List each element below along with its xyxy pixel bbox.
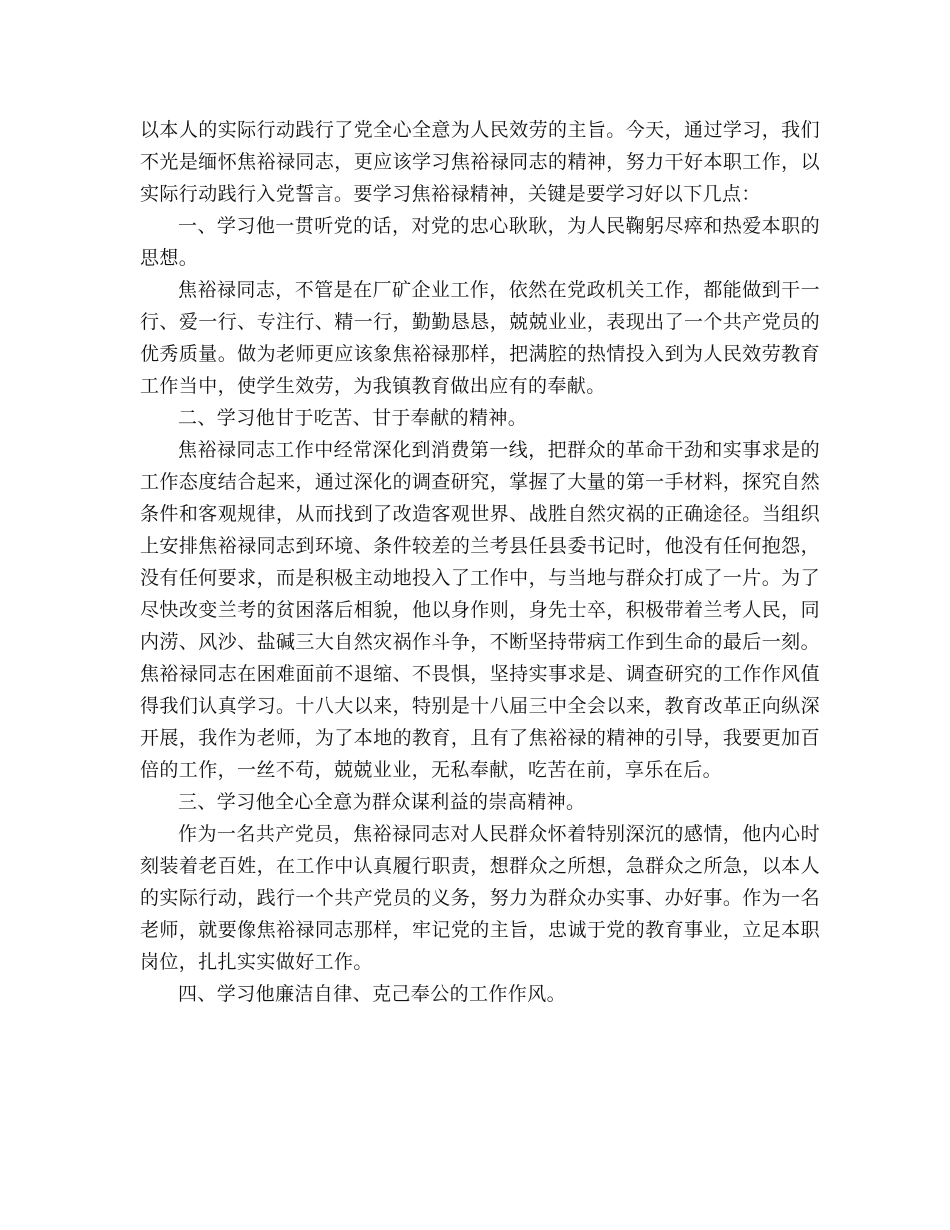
section-heading-1: 一、学习他一贯听党的话，对党的忠心耿耿，为人民鞠躬尽瘁和热爱本职的思想。	[140, 215, 820, 269]
paragraph: 焦裕禄同志工作中经常深化到消费第一线，把群众的革命干劲和实事求是的工作态度结合起来，通过深化的调查研究，掌握了大量的第一手材料，探究自然条件和客观规律，从而找到了改造客观世界、战胜自然灾祸的正确途径。当组织上安排焦裕禄同志到环境、条件较差的兰考县任县委书记时，他没有任何抱怨，没有任何要求，而是积极主动地投入了工作中，与当地与群众打成了一片。为了尽快改变兰考的贫困落后相貌，他以身作则，身先士卒，积极带着兰考人民，同内涝、风沙、盐碱三大自然灾祸作斗争，不断坚持带病工作到生命的最后一刻。焦裕禄同志在困难面前不退缩、不畏惧，坚持实事求是、调查研究的工作作风值得我们认真学习。十八大以来，特别是十八届三中全会以来，教育改革正向纵深开展，我作为老师，为了本地的教育，且有了焦裕禄的精神的引导，我要更加百倍的工作，一丝不苟，兢兢业业，无私奉献，吃苦在前，享乐在后。	[140, 439, 820, 781]
paragraph: 焦裕禄同志，不管是在厂矿企业工作，依然在党政机关工作，都能做到干一行、爱一行、专注行、精一行，勤勤恳恳，兢兢业业，表现出了一个共产党员的优秀质量。做为老师更应该象焦裕禄那样，把满腔的热情投入到为人民效劳教育工作当中，使学生效劳，为我镇教育做出应有的奉献。	[140, 279, 820, 397]
section-heading-3: 三、学习他全心全意为群众谋利益的崇高精神。	[178, 791, 586, 813]
section-heading-4: 四、学习他廉洁自律、克己奉公的工作作风。	[178, 983, 567, 1005]
paragraph: 作为一名共产党员，焦裕禄同志对人民群众怀着特别深沉的感情，他内心时刻装着老百姓，在工作中认真履行职责，想群众之所想，急群众之所急，以本人的实际行动，践行一个共产党员的义务，努力为群众办实事、办好事。作为一名老师，就要像焦裕禄同志那样，牢记党的主旨，忠诚于党的教育事业，立足本职岗位，扎扎实实做好工作。	[140, 823, 820, 973]
paragraph-continuation: 以本人的实际行动践行了党全心全意为人民效劳的主旨。今天，通过学习，我们不光是缅怀焦裕禄同志，更应该学习焦裕禄同志的精神，努力干好本职工作，以实际行动践行入党誓言。要学习焦裕禄精神，关键是要学习好以下几点：	[140, 119, 820, 205]
section-heading-2: 二、学习他甘于吃苦、甘于奉献的精神。	[178, 407, 528, 429]
document-body	[140, 114, 820, 1010]
